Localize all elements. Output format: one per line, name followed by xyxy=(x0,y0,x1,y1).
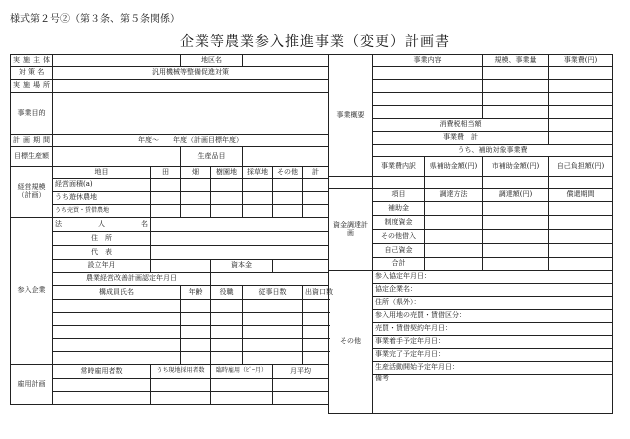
member-header-2: 役職 xyxy=(211,286,243,300)
plan-period-label: 計画期間 xyxy=(11,135,53,147)
land-cell[interactable] xyxy=(303,205,329,218)
remarks-field[interactable]: 備考 xyxy=(373,375,613,414)
funding-cell[interactable] xyxy=(483,244,549,258)
land-row-2-label: うち売買・賃借農地 xyxy=(53,205,151,218)
project-purpose-field[interactable] xyxy=(53,93,329,135)
district-name-field[interactable] xyxy=(243,55,329,67)
approval-date-label: 農業経営改善計画認定年月日 xyxy=(53,273,211,286)
member-cell[interactable] xyxy=(53,339,181,352)
breakdown-header-2: 自己負担額(円) xyxy=(549,157,613,177)
funding-cell[interactable] xyxy=(549,216,613,230)
summary-cell[interactable] xyxy=(549,93,613,106)
employment-plan-label: 雇用計画 xyxy=(11,365,53,405)
land-header-0: 地目 xyxy=(53,167,151,179)
implementing-place-label: 実施場所 xyxy=(11,80,53,93)
address-label: 住 所 xyxy=(53,232,151,246)
funding-cell[interactable] xyxy=(425,216,483,230)
right-form-table xyxy=(328,54,613,414)
summary-cell[interactable] xyxy=(373,80,483,93)
member-cell[interactable] xyxy=(211,313,243,326)
member-cell[interactable] xyxy=(181,313,211,326)
land-cell[interactable] xyxy=(211,205,243,218)
member-header-4: 出資口数 xyxy=(303,286,329,300)
member-cell[interactable] xyxy=(303,339,329,352)
corp-name-field[interactable] xyxy=(151,218,329,232)
address-field[interactable] xyxy=(151,232,329,246)
production-item-label: 生産品目 xyxy=(181,147,243,167)
page-title: 企業等農業参入推進事業（変更）計画書 xyxy=(180,34,450,50)
land-cell[interactable] xyxy=(273,205,303,218)
member-cell[interactable] xyxy=(303,313,329,326)
target-production-label: 目標生産額 xyxy=(11,147,53,167)
land-cell[interactable] xyxy=(181,179,211,192)
funding-cell[interactable] xyxy=(549,202,613,216)
summary-cell[interactable] xyxy=(373,93,483,106)
other-row-7[interactable]: 生産活動開始予定年月日： xyxy=(373,362,613,375)
other-row-2[interactable]: 住所（県外）： xyxy=(373,297,613,310)
land-cell[interactable] xyxy=(211,179,243,192)
employment-cell[interactable] xyxy=(211,392,273,405)
land-cell[interactable] xyxy=(151,192,181,205)
land-header-4: 採草地 xyxy=(243,167,273,179)
funding-cell[interactable] xyxy=(483,230,549,244)
land-cell[interactable] xyxy=(303,192,329,205)
land-cell[interactable] xyxy=(243,192,273,205)
blank-cell xyxy=(373,177,425,189)
implementing-place-field[interactable] xyxy=(53,80,329,93)
breakdown-cell[interactable] xyxy=(425,177,483,189)
member-cell[interactable] xyxy=(53,352,181,365)
representative-label: 代 表 xyxy=(53,246,151,260)
funding-row-2: その他借入 xyxy=(373,230,425,244)
subsidy-target-label: うち、補助対象事業費 xyxy=(373,145,613,157)
funding-header-2: 調達額(円) xyxy=(483,189,549,202)
summary-header-1: 規模、事業量 xyxy=(483,55,549,67)
funding-cell[interactable] xyxy=(483,216,549,230)
member-cell[interactable] xyxy=(53,313,181,326)
funding-row-4: 合計 xyxy=(373,258,425,271)
funding-plan-label: 資金調達計画 xyxy=(329,189,373,271)
land-cell[interactable] xyxy=(273,179,303,192)
member-cell[interactable] xyxy=(181,326,211,339)
tax-field[interactable] xyxy=(549,119,613,132)
employment-header-0: 常時雇用者数 xyxy=(53,365,151,379)
land-cell[interactable] xyxy=(273,192,303,205)
funding-row-1: 制度資金 xyxy=(373,216,425,230)
land-header-5: その他 xyxy=(273,167,303,179)
district-name-label: 地区名 xyxy=(181,55,243,67)
breakdown-cell[interactable] xyxy=(549,177,613,189)
measure-name-value: 汎用機械等整備促進対策 xyxy=(53,67,329,80)
employment-cell[interactable] xyxy=(53,392,151,405)
member-cell[interactable] xyxy=(243,300,303,313)
summary-cell[interactable] xyxy=(373,106,483,119)
land-cell[interactable] xyxy=(151,179,181,192)
summary-cell[interactable] xyxy=(483,93,549,106)
breakdown-header-1: 市補助金額(円) xyxy=(483,157,549,177)
summary-cell[interactable] xyxy=(483,106,549,119)
project-summary-label: 事業概要 xyxy=(329,55,373,177)
land-cell[interactable] xyxy=(211,192,243,205)
land-header-2: 畑 xyxy=(181,167,211,179)
employment-header-3: 月平均 xyxy=(273,365,329,379)
employment-header-1: うち現地採用者数 xyxy=(151,365,211,379)
summary-cell[interactable] xyxy=(549,67,613,80)
employment-cell[interactable] xyxy=(151,379,211,392)
summary-cell[interactable] xyxy=(483,67,549,80)
funding-header-1: 調達方法 xyxy=(425,189,483,202)
member-header-1: 年齢 xyxy=(181,286,211,300)
production-item-field[interactable] xyxy=(243,147,329,167)
employment-cell[interactable] xyxy=(151,392,211,405)
land-cell[interactable] xyxy=(303,179,329,192)
entrant-label: 参入企業 xyxy=(11,218,53,365)
funding-cell[interactable] xyxy=(549,230,613,244)
est-date-label: 設立年月 xyxy=(53,260,151,273)
member-header-0: 構成員氏名 xyxy=(53,286,181,300)
left-form-table xyxy=(10,54,334,405)
tax-label: 消費税相当額 xyxy=(373,119,549,132)
representative-field[interactable] xyxy=(151,246,329,260)
summary-cell[interactable] xyxy=(373,67,483,80)
member-cell[interactable] xyxy=(211,339,243,352)
capital-field[interactable] xyxy=(273,260,329,273)
summary-header-2: 事業費(円) xyxy=(549,55,613,67)
member-cell[interactable] xyxy=(243,326,303,339)
total-field[interactable] xyxy=(549,132,613,145)
other-row-1[interactable]: 協定企業名： xyxy=(373,284,613,297)
blank-cell xyxy=(329,177,373,189)
corp-name-label: 法人名 xyxy=(53,218,151,232)
approval-date-field[interactable] xyxy=(211,273,329,286)
member-cell[interactable] xyxy=(211,300,243,313)
other-row-0[interactable]: 参入協定年月日： xyxy=(373,271,613,284)
land-cell[interactable] xyxy=(151,205,181,218)
project-purpose-label: 事業目的 xyxy=(11,93,53,135)
cost-breakdown-label: 事業費内訳 xyxy=(373,157,425,177)
measure-name-label: 対 策 名 xyxy=(11,67,53,80)
land-header-1: 田 xyxy=(151,167,181,179)
total-label: 事業費 計 xyxy=(373,132,549,145)
employment-cell[interactable] xyxy=(53,379,151,392)
funding-cell[interactable] xyxy=(483,258,549,271)
form-number: 様式第２号②（第３条、第５条関係） xyxy=(10,14,180,25)
member-cell[interactable] xyxy=(211,326,243,339)
summary-cell[interactable] xyxy=(549,106,613,119)
land-cell[interactable] xyxy=(243,205,273,218)
other-label: その他 xyxy=(329,271,373,414)
member-cell[interactable] xyxy=(243,352,303,365)
member-cell[interactable] xyxy=(243,313,303,326)
mgmt-scale-label: 経営規模（計画） xyxy=(11,167,53,218)
member-cell[interactable] xyxy=(181,300,211,313)
plan-period-value: 年度～ 年度（計画目標年度） xyxy=(53,135,329,147)
est-date-field[interactable] xyxy=(151,260,211,273)
funding-cell[interactable] xyxy=(425,244,483,258)
land-header-6: 計 xyxy=(303,167,329,179)
employment-cell[interactable] xyxy=(211,379,273,392)
employment-cell[interactable] xyxy=(273,379,329,392)
other-row-4[interactable]: 売買・賃借契約年月日： xyxy=(373,323,613,336)
land-row-0-label: 経営面積(a) xyxy=(53,179,151,192)
target-production-field[interactable] xyxy=(53,147,181,167)
member-cell[interactable] xyxy=(181,352,211,365)
summary-cell[interactable] xyxy=(549,80,613,93)
member-cell[interactable] xyxy=(53,326,181,339)
capital-label: 資本金 xyxy=(211,260,273,273)
funding-cell[interactable] xyxy=(549,258,613,271)
summary-header-0: 事業内容 xyxy=(373,55,483,67)
implementing-body-label: 実施主体 xyxy=(11,55,53,67)
other-row-5[interactable]: 事業着手予定年月日： xyxy=(373,336,613,349)
member-cell[interactable] xyxy=(303,300,329,313)
member-cell[interactable] xyxy=(243,339,303,352)
member-cell[interactable] xyxy=(53,300,181,313)
funding-cell[interactable] xyxy=(549,244,613,258)
land-cell[interactable] xyxy=(181,205,211,218)
other-row-3[interactable]: 参入用地の売買・賃借区分： xyxy=(373,310,613,323)
land-header-3: 樹園地 xyxy=(211,167,243,179)
implementing-body-field[interactable] xyxy=(53,55,181,67)
funding-cell[interactable] xyxy=(483,202,549,216)
funding-header-3: 償還期間 xyxy=(549,189,613,202)
summary-cell[interactable] xyxy=(483,80,549,93)
member-cell[interactable] xyxy=(181,339,211,352)
member-header-3: 従事日数 xyxy=(243,286,303,300)
funding-cell[interactable] xyxy=(425,258,483,271)
employment-header-2: 臨時雇用（ﾋﾞｰ月） xyxy=(211,365,273,379)
member-cell[interactable] xyxy=(211,352,243,365)
employment-cell[interactable] xyxy=(273,392,329,405)
funding-row-3: 自己資金 xyxy=(373,244,425,258)
other-row-6[interactable]: 事業完了予定年月日： xyxy=(373,349,613,362)
member-cell[interactable] xyxy=(303,352,329,365)
land-row-1-label: うち遊休農地 xyxy=(53,192,151,205)
funding-cell[interactable] xyxy=(425,230,483,244)
breakdown-cell[interactable] xyxy=(483,177,549,189)
land-cell[interactable] xyxy=(243,179,273,192)
funding-row-0: 補助金 xyxy=(373,202,425,216)
member-cell[interactable] xyxy=(303,326,329,339)
funding-header-0: 項目 xyxy=(373,189,425,202)
land-cell[interactable] xyxy=(181,192,211,205)
breakdown-header-0: 県補助金額(円) xyxy=(425,157,483,177)
funding-cell[interactable] xyxy=(425,202,483,216)
